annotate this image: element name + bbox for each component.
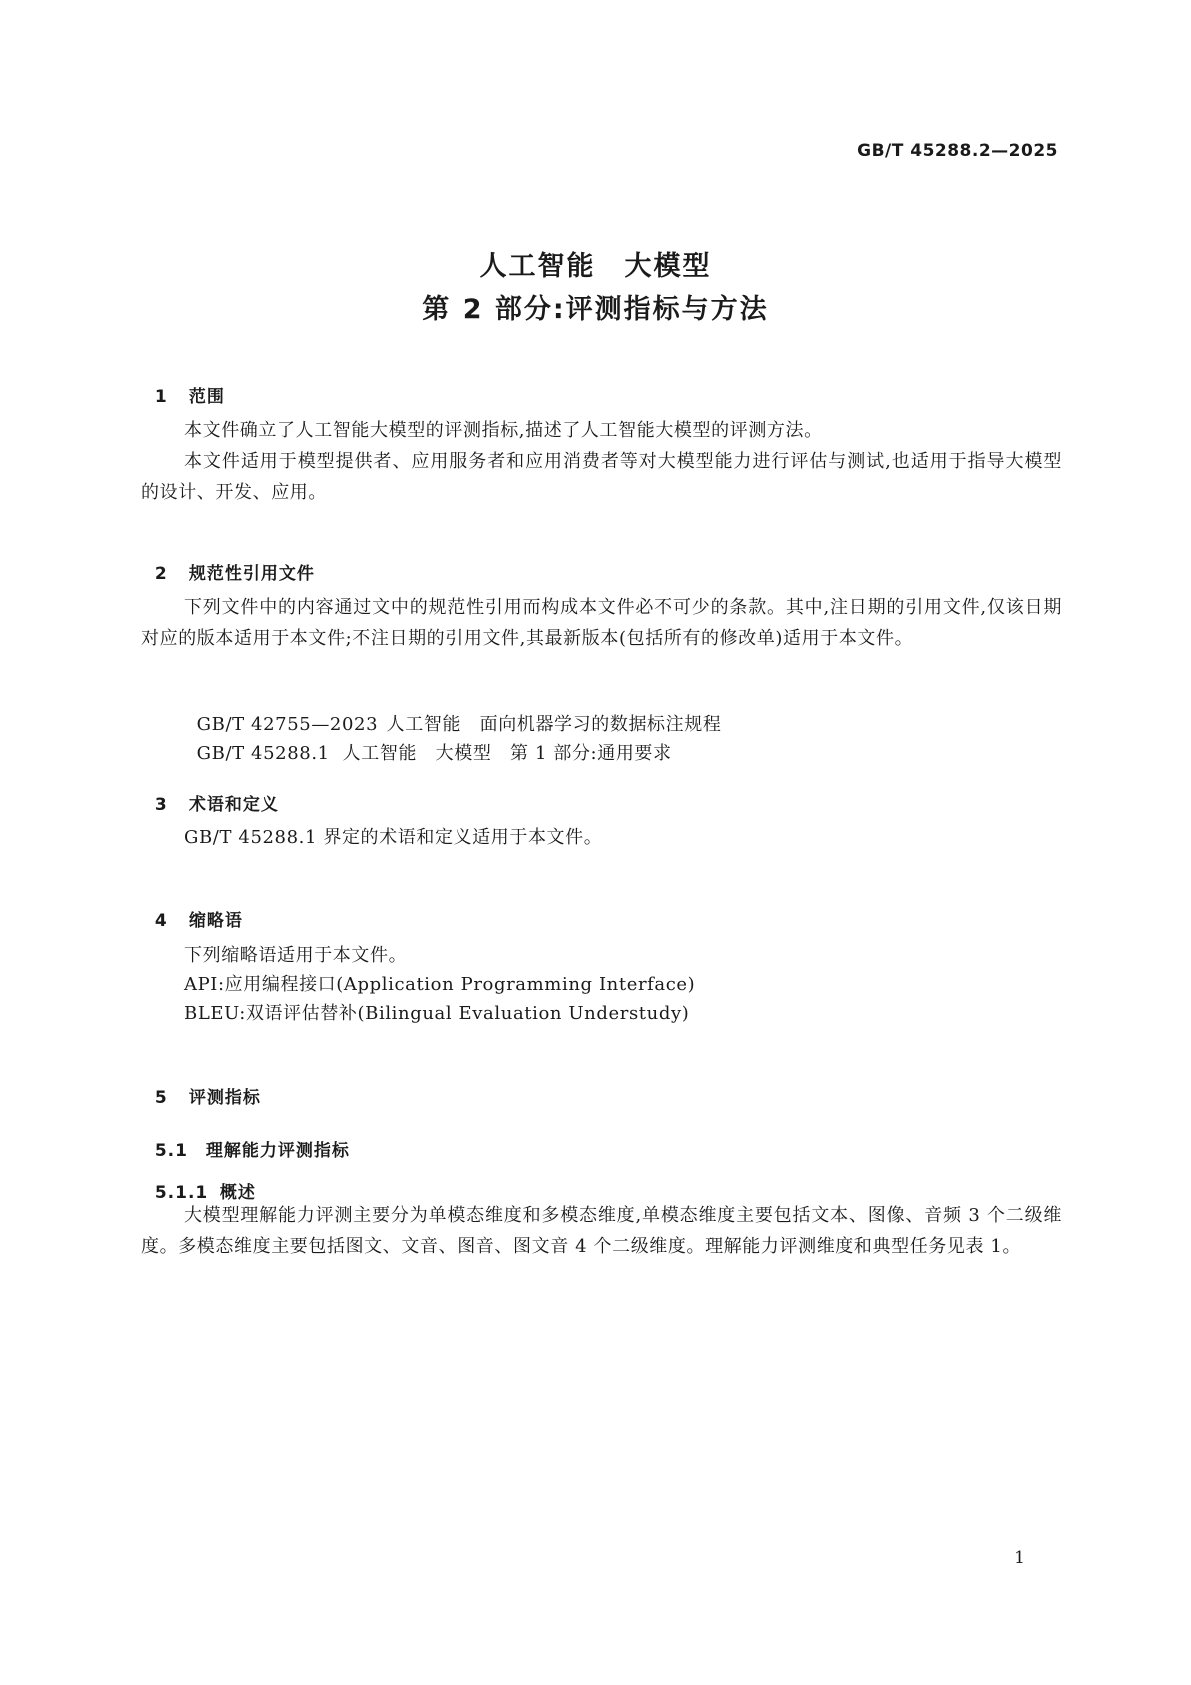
section-number: 1 — [154, 387, 168, 407]
section-number: 5 — [154, 1088, 168, 1108]
section-title: 规范性引用文件 — [188, 564, 315, 584]
section-1-paragraph-1: 本文件确立了人工智能大模型的评测指标,描述了人工智能大模型的评测方法。 — [184, 420, 823, 441]
section-3-heading — [141, 770, 279, 815]
reference-title: 人工智能 面向机器学习的数据标注规程 — [386, 714, 722, 735]
section-2-paragraph-1: 下列文件中的内容通过文中的规范性引用而构成本文件必不可少的条款。其中,注日期的引用文件,仅该日期对应的版本适用于本文件;不注日期的引用文件,其最新版本(包括所有的修改单)适用于本文件。 — [141, 597, 1062, 649]
section-title: 缩略语 — [188, 911, 243, 931]
abbreviation-api: API:应用编程接口(Application Programming Interface) — [184, 974, 696, 995]
section-title: 理解能力评测指标 — [205, 1141, 350, 1161]
section-3-paragraph-1: GB/T 45288.1 界定的术语和定义适用于本文件。 — [184, 827, 603, 848]
section-4-paragraph-1: 下列缩略语适用于本文件。 — [184, 945, 408, 966]
reference-title: 人工智能 大模型 第 1 部分:通用要求 — [342, 743, 672, 764]
reference-code: GB/T 45288.1 — [196, 743, 330, 764]
section-5-1-1-paragraph-1: 大模型理解能力评测主要分为单模态维度和多模态维度,单模态维度主要包括文本、图像、音频 3 个二级维度。多模态维度主要包括图文、文音、图音、图文音 4 个二级维度。理解能力评测维度和典型任务见表 1。 — [141, 1205, 1062, 1257]
page-number: 1 — [1014, 1548, 1025, 1568]
document-title-line-2: 第 2 部分:评测指标与方法 — [422, 294, 769, 325]
section-2-heading — [141, 539, 315, 584]
section-4-heading — [141, 886, 243, 931]
section-5-1-heading — [141, 1116, 350, 1161]
abbreviation-bleu: BLEU:双语评估替补(Bilingual Evaluation Understudy) — [184, 1003, 690, 1024]
section-number: 5.1 — [154, 1141, 188, 1161]
section-1-heading — [141, 362, 225, 407]
section-number: 2 — [154, 564, 168, 584]
section-1-paragraph-2: 本文件适用于模型提供者、应用服务者和应用消费者等对大模型能力进行评估与测试,也适用于指导大模型的设计、开发、应用。 — [141, 451, 1062, 503]
section-title: 范围 — [188, 387, 225, 407]
document-title-line-1: 人工智能 大模型 — [479, 251, 712, 282]
section-number: 4 — [154, 911, 168, 931]
section-number: 5.1.1 — [154, 1183, 209, 1203]
reference-code: GB/T 42755—2023 — [196, 714, 379, 735]
section-number: 3 — [154, 795, 168, 815]
section-title: 术语和定义 — [188, 795, 279, 815]
section-5-1-1-heading — [141, 1158, 256, 1203]
section-title: 评测指标 — [188, 1088, 261, 1108]
section-title: 概述 — [219, 1183, 256, 1203]
normative-reference-2 — [184, 707, 672, 769]
section-5-heading — [141, 1063, 261, 1108]
standard-number: GB/T 45288.2—2025 — [857, 141, 1058, 161]
